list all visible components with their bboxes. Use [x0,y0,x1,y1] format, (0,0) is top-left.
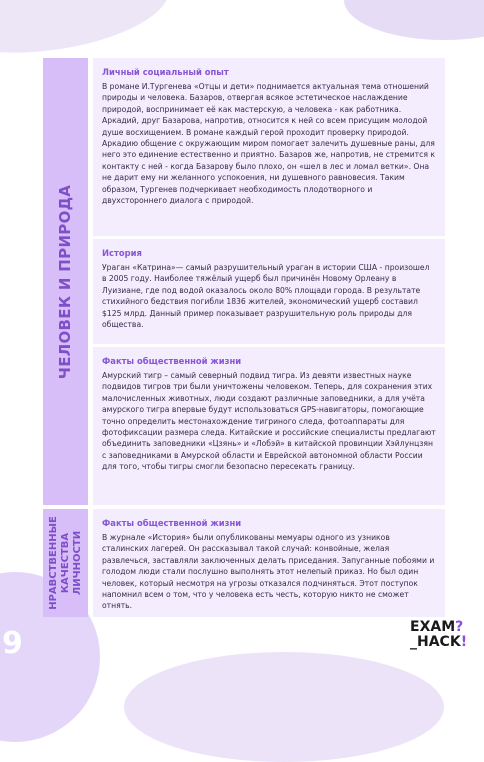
argument-block-social-experience [93,58,445,236]
section-title: ЧЕЛОВЕК И ПРИРОДА [56,184,75,379]
logo-line [410,620,470,635]
section-title-line: КАЧЕСТВА [59,532,71,594]
argument-block-history [93,239,445,344]
block-title: Личный социальный опыт [102,67,229,77]
block-text: Ураган «Катрина»— самый разрушительный ураган в истории США - произошел в 2005 году. Наиболее тяжёлый ущерб был причинён Новому Орлеану в Луизиане, где под водой оказалось около 80% площади города. В результате стихийного бедствия погибли 1836 жителей, экономический ущерб составил $125 млрд. Данный пример показывает разрушительную роль природы для общества. [102,263,430,330]
block-text: В журнале «История» были опубликованы мемуары одного из узников сталинских лагерей. Он рассказывал такой случай: конвойные, желая развлечься, заставляли заключенных делать приседания. Запуганные побоями и голодом люди стали послушно выполнять этот нелепый приказ. Но был один человек, который несмотря на угрозы отказался подчиняться. Этот поступок напомнил всем о том, что у человека есть честь, которую никто не сможет отнять. [102,533,435,611]
decor-blob [344,0,484,40]
page-number: 9 [2,626,23,661]
logo-mark: ! [460,634,468,650]
section-label-moral-qualities [43,509,88,617]
block-title: История [102,248,142,258]
section-title-line: ЛИЧНОСТИ [71,530,83,596]
decor-blob [124,652,444,762]
block-title: Факты общественной жизни [102,518,242,528]
argument-block-social-facts [93,347,445,505]
block-text: Амурский тигр – самый северный подвид тигра. Из девяти известных науке подвидов тигров три были уничтожены человеком. Теперь, для сохранения этих малочисленных животных, люди создают различные заповедники, а для учёта амурского тигра впервые будут использоваться GPS-навигаторы, помогающие точно определить местонахождение тигриного следа, фотоаппараты для фотофиксации размера следа. Китайские и российские специалисты предлагают объединить заповедники «Цзянь» и «Лобэй» в китайской провинции Хэйлунцзян с заповедниками в Амурской области и Еврейской автономной области России для того, чтобы тигры смогли безопасно пересекать границу. [102,371,436,472]
logo-line [410,635,470,650]
section-title-line: НРАВСТВЕННЫЕ [47,516,59,610]
section-label-man-and-nature [43,58,88,505]
block-title: Факты общественной жизни [102,356,242,366]
section-title [48,516,84,610]
argument-block-social-facts-moral [93,509,445,617]
block-text: В романе И.Тургенева «Отцы и дети» поднимается актуальная тема отношений природы и человека. Базаров, отвергая всякое эстетическое наслаждение природой, воспринимает её как мастерскую, а человека - как работника. Аркадий, друг Базарова, напротив, относится к ней со всем присущим молодой душе восхищением. В романе каждый герой проходит проверку природой. Аркадию общение с окружающим миром помогает залечить душевные раны, для него это единение естественно и приятно. Базаров же, напротив, не стремится к контакту с ней - когда Базарову было плохо, он «шел в лес и ломал ветки». Она не дарит ему ни желанного успокоения, ни душевного равновесия. Таким образом, Тургенев подчеркивает необходимость плодотворного и двухстороннего диалога с природой. [102,82,435,206]
logo-mark: ? [455,619,464,635]
logo-word: _HACK [410,634,461,650]
decor-blob [0,0,175,66]
exam-hack-logo [410,620,470,650]
logo-word: EXAM [410,619,456,635]
